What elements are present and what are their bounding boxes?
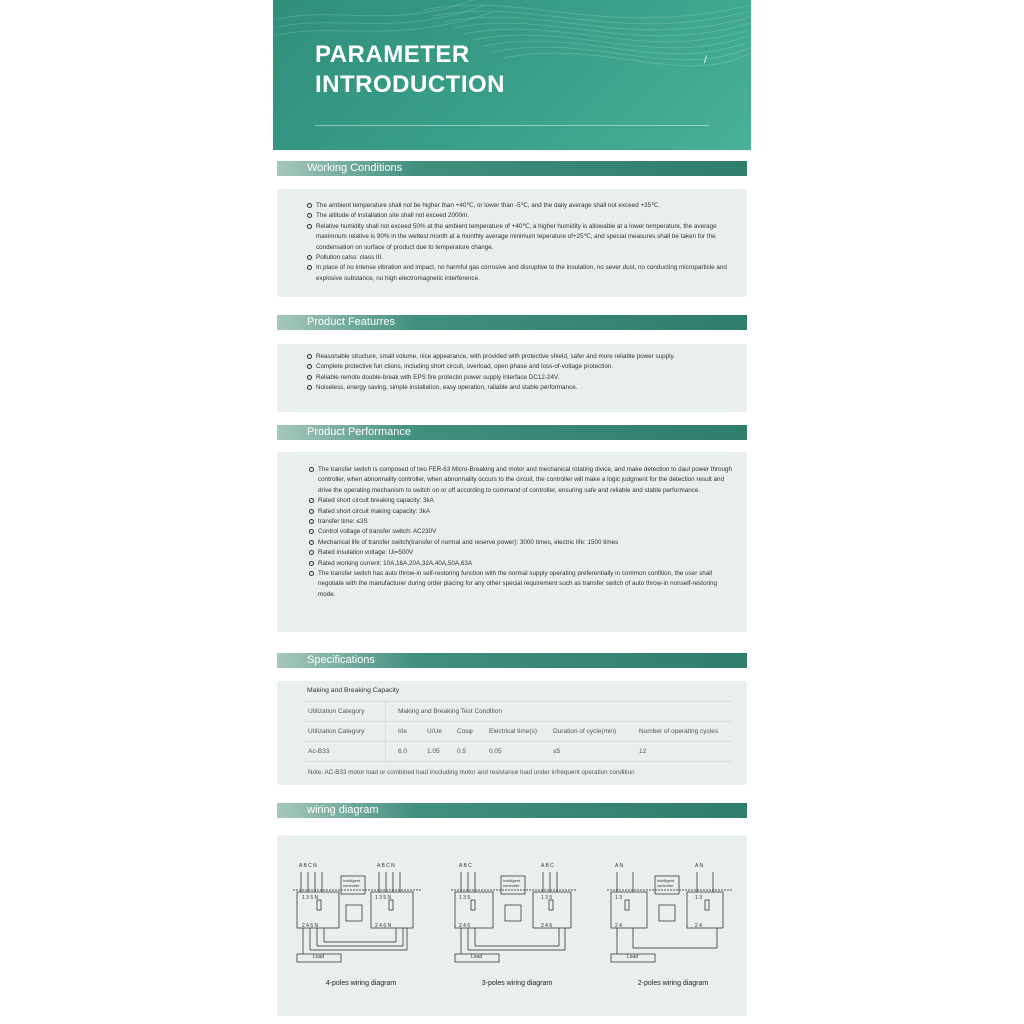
bullet-circle-icon (307, 255, 312, 260)
bullet-circle-icon (309, 467, 314, 472)
spec-heading: Making and Breaking Capacity (307, 687, 400, 694)
section-bar-specifications (277, 653, 747, 668)
wiring-pins: 1 3 5 (459, 895, 471, 901)
list-item: Noiseless, energy saving, simple installation, easy operation, raliable and stable performance. (307, 383, 733, 393)
list-item: The transfer switch has auto throw-in self-restoring function with the normal supply operating preferentially in common confition, the user shall negotiate with the manufacturer during order placing for any other special requirement such as transfer switch of auto throw-in nonself-restoring mode. (309, 569, 733, 600)
spec-cell: 1.05 (427, 748, 440, 755)
spec-cell: ≤5 (553, 748, 561, 755)
bullet-circle-icon (309, 540, 314, 545)
list-item: Reasonable structure, small volume, nice appearance, with provided with protective shield, safer and more reliable power supply. (307, 352, 733, 362)
list-item: Mechanical life of transfer switch(transfer of normal and reserve power): 3000 times, electric life: 1500 times (309, 538, 733, 548)
bullet-circle-icon (307, 375, 312, 380)
wiring-pins: 2 4 6 N (302, 923, 319, 929)
wiring-pins: 2 4 (695, 923, 702, 929)
spec-cell: Number of operating cycles (639, 728, 719, 735)
section-bar-product-features (277, 315, 747, 330)
page-title (315, 40, 505, 100)
hero-slash: / (704, 55, 707, 66)
bullet-circle-icon (307, 265, 312, 270)
wiring-pins: 1 3 5 N (302, 895, 319, 901)
bullet-circle-icon (309, 498, 314, 503)
spec-cell: 0.05 (489, 748, 502, 755)
divider (305, 761, 731, 762)
bullet-circle-icon (309, 529, 314, 534)
wiring-pins: 1 3 (615, 895, 622, 901)
section-title: Specifications (307, 654, 375, 666)
bullet-circle-icon (309, 561, 314, 566)
wiring-diagram-3-pole (447, 860, 587, 1000)
controller-label: Intelligent controller (657, 878, 675, 888)
title-line-2: INTRODUCTION (315, 71, 505, 98)
list-item: Rated short circuit breaking capacity: 3kA (309, 496, 733, 506)
product-features-list (307, 352, 733, 394)
working-conditions-list (307, 201, 733, 284)
list-item: In place of no intense vibration and impact, no harmful gas corrosive and disruptive to the insulation, no sever dust, no conducting microparticle and explosive substance, no high electromagnetic interference. (307, 263, 733, 284)
bullet-circle-icon (307, 364, 312, 369)
bullet-circle-icon (309, 509, 314, 514)
bullet-circle-icon (309, 571, 314, 576)
spec-row1-col1: Utilization Category (308, 708, 365, 715)
list-item: The altitude of installation site shall not exceed 2000m. (307, 211, 733, 221)
list-item: The transfer switch is composed of two FER-63 Micro-Breaking and motor and mechanical rotating divice, and make detection to daul power through controller, when abnormality controller, when abnormality occurs to the circuit, the controller will make a logic judgment for the detection result and drive the operating mechanism to switch on or off according to command of controller, ensuring safe and reliable and stable performance. (309, 465, 733, 496)
divider (385, 699, 386, 761)
load-label: Load (471, 954, 483, 960)
product-performance-list (309, 465, 733, 600)
panel-specifications (277, 681, 747, 785)
spec-cell: Duration of cycle(min) (553, 728, 617, 735)
list-item: Relative humidity shall not exceed 50% at the ambient temperature of +40℃, a higher humidity is allowable at a lower temperature, the average maximnum relative is 90% in the wettest month at a monthly average minimum teperature of+25℃, and special measures shall be taken for the condensation on surface of product due to temperature change. (307, 222, 733, 253)
panel-working-conditions (277, 189, 747, 297)
section-title: Working Conditions (307, 162, 403, 174)
wiring-top-labels-right: A B C N (377, 863, 395, 869)
wiring-pins: 2 4 6 N (375, 923, 392, 929)
controller-label: Intelligent controller (343, 878, 361, 888)
section-bar-working-conditions (277, 161, 747, 176)
wiring-pins: 2 4 (615, 923, 622, 929)
load-label: Load (627, 954, 639, 960)
title-line-1: PARAMETER (315, 41, 470, 68)
load-label: Load (313, 954, 325, 960)
spec-cell: 0.5 (457, 748, 467, 755)
list-item: Pollution calss: class III. (307, 253, 733, 263)
spec-cell: Utilization Category (308, 728, 365, 735)
list-item: Complete protective fun ctions, including short circuit, overload, open phase and loss-of-voltage protection. (307, 362, 733, 372)
section-title: Product Featurres (307, 316, 396, 328)
bullet-circle-icon (307, 224, 312, 229)
spec-note: Note: AC-B33 motor load or combined load inccluding motor and resistance load under infrequent operation condition (308, 769, 635, 776)
divider (305, 721, 731, 722)
section-bar-product-performance (277, 425, 747, 440)
section-title: Product Performance (307, 426, 411, 438)
list-item: Rated working current: 10A,16A,20A,32A,40A,50A,63A (309, 559, 733, 569)
wiring-pins: 1 3 (695, 895, 702, 901)
bullet-circle-icon (307, 213, 312, 218)
wiring-diagram-4-pole (291, 860, 431, 1000)
bullet-circle-icon (309, 519, 314, 524)
wiring-pins: 2 4 6 (459, 923, 471, 929)
hero-banner (273, 0, 751, 150)
section-title: wiring diagram (307, 804, 379, 816)
list-item: Rated insulation voltage: Ui=500V (309, 548, 733, 558)
wiring-top-labels-left: A N (615, 863, 624, 869)
spec-cell: Electrical time(s) (489, 728, 538, 735)
wiring-top-labels-right: A B C (541, 863, 554, 869)
bullet-circle-icon (307, 203, 312, 208)
parameter-page (273, 0, 751, 1024)
spec-cell: I/Ie (398, 728, 408, 735)
spec-cell: Ac-B33 (308, 748, 330, 755)
panel-wiring-diagram (277, 835, 747, 1016)
list-item: The ambient temperature shall not be higher than +40℃, or lower than -5℃, and the daily average shall not exceed +35℃. (307, 201, 733, 211)
wiring-caption: 4-poles wiring diagram (325, 980, 397, 987)
divider (305, 741, 731, 742)
wiring-pins: 1 3 5 (541, 895, 553, 901)
wiring-pins: 1 3 5 N (375, 895, 392, 901)
spec-row1-col2: Making and Breaking Test Condition (398, 708, 502, 715)
list-item: Reliable remote double-break with EPS fire protectin power supply interface DC12-24V. (307, 373, 733, 383)
hero-divider (315, 125, 709, 126)
controller-label: Intelligent controller (503, 878, 521, 888)
panel-product-performance (277, 452, 747, 632)
wiring-caption: 2-poles wiring diagram (637, 980, 709, 987)
bullet-circle-icon (307, 354, 312, 359)
bullet-circle-icon (309, 550, 314, 555)
wiring-top-labels-left: A B C (459, 863, 472, 869)
wiring-pins: 2 4 6 (541, 923, 553, 929)
spec-cell: 12 (639, 748, 647, 755)
bullet-circle-icon (307, 385, 312, 390)
spec-cell: 6.0 (398, 748, 408, 755)
list-item: transfer time: ≤3S (309, 517, 733, 527)
wiring-diagram-2-pole (603, 860, 743, 1000)
spec-cell: Cosφ (457, 728, 473, 735)
wiring-caption: 3-poles wiring diagram (481, 980, 553, 987)
list-item: Control voltage of transfer switch: AC230V (309, 527, 733, 537)
section-bar-wiring-diagram (277, 803, 747, 818)
wiring-top-labels-left: A B C N (299, 863, 317, 869)
panel-product-features (277, 344, 747, 412)
wiring-top-labels-right: A N (695, 863, 704, 869)
spec-cell: U/Ue (427, 728, 442, 735)
divider (305, 701, 731, 702)
list-item: Rated short circuit making capacity: 3kA (309, 507, 733, 517)
